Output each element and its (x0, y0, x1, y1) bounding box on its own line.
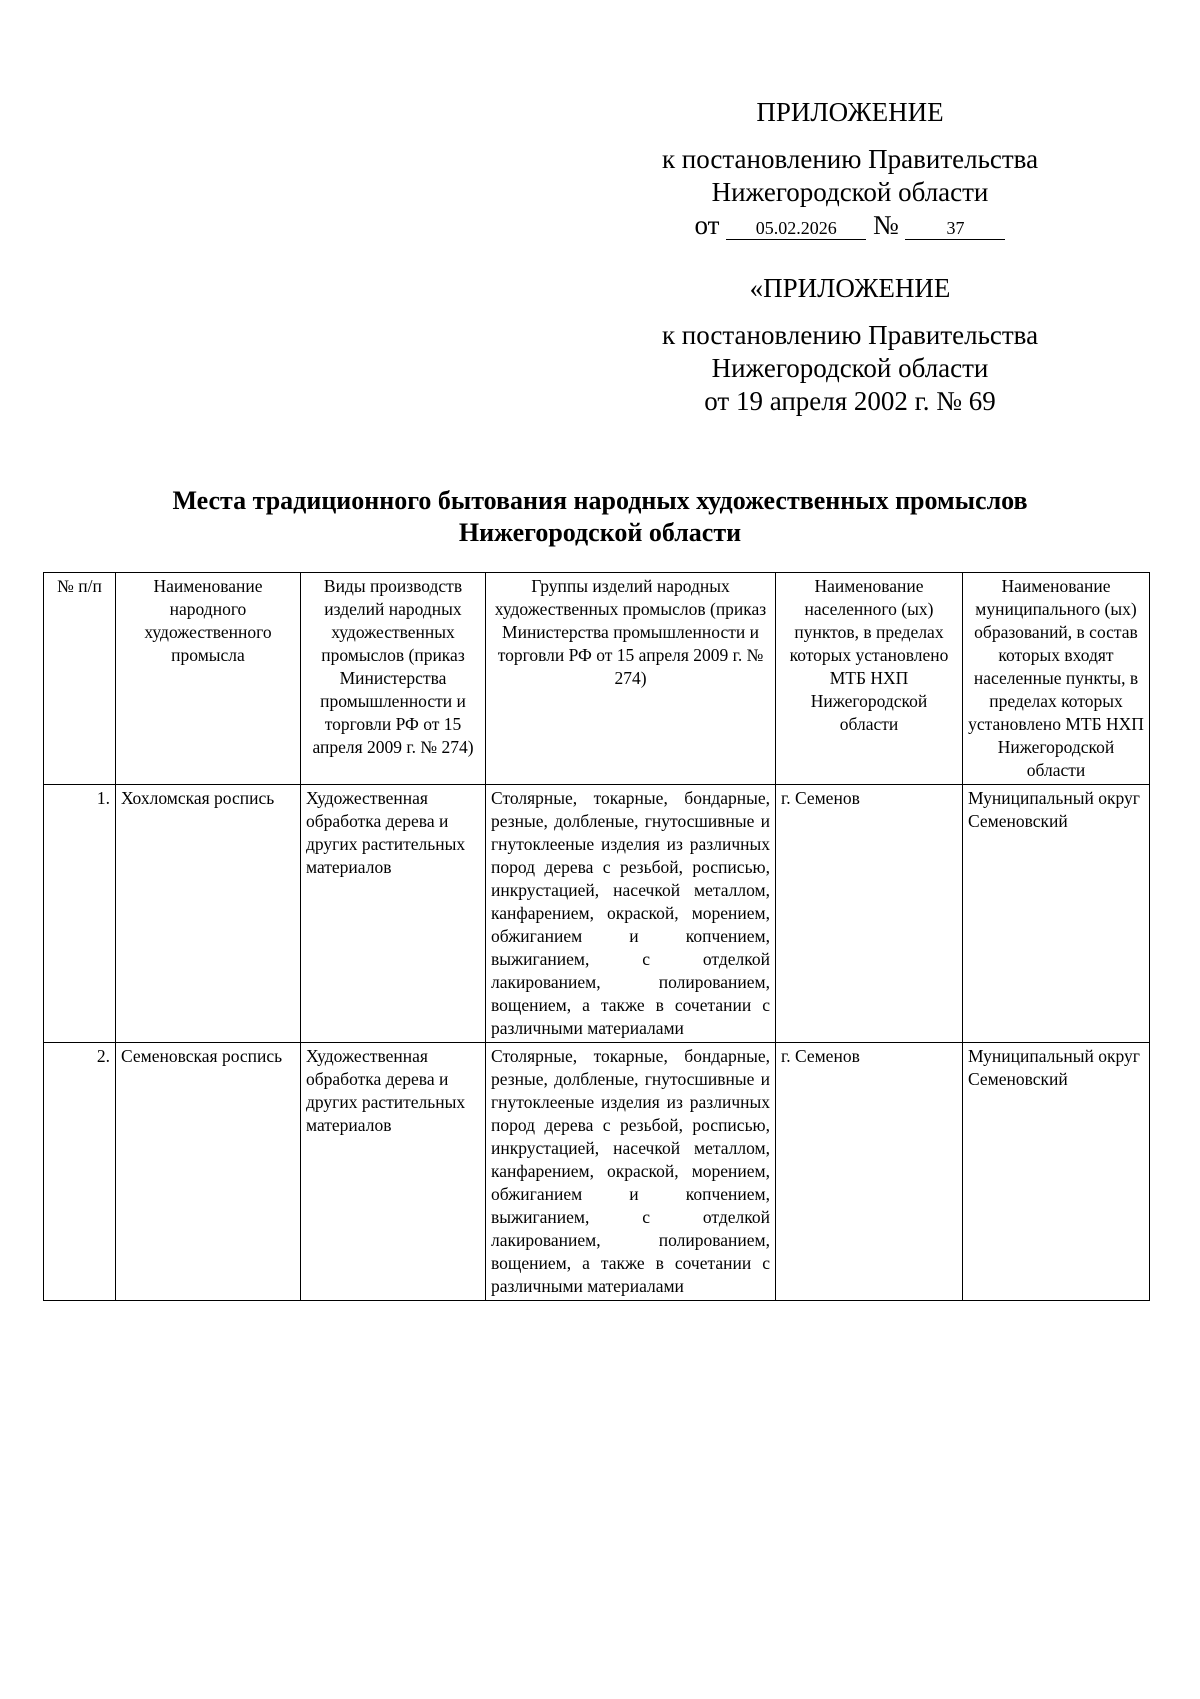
settlement: г. Семенов (776, 1043, 963, 1301)
product-groups: Столярные, токарные, бондарные, резные, долбленые, гнутосшивные и гнутоклееные изделия из различных пород дерева с резьбой, росписью, инкрустацией, насечкой металлом, канфарением, окраской, морением, обжиганием и копчением, выжиганием, с отделкой лакированием, полированием, вощением, а также в сочетании с различными материалами (486, 1043, 776, 1301)
appendix-line-1: к постановлению Правительства (661, 144, 1039, 174)
appendix-date-line (600, 209, 1100, 242)
document-title (40, 485, 1160, 549)
row-number: 2. (44, 1043, 116, 1301)
table-header-row (44, 573, 1150, 785)
appendix-line-2: Нижегородской области (711, 177, 989, 207)
settlement: г. Семенов (776, 785, 963, 1043)
original-appendix-title: «ПРИЛОЖЕНИЕ (749, 273, 951, 303)
original-appendix-header (600, 272, 1100, 418)
column-header-product-groups: Группы изделий народных художественных промыслов (приказ Министерства промышленности и торговли РФ от 15 апреля 2009 г. № 274) (486, 573, 776, 785)
column-header-settlement: Наименование населенного (ых) пунктов, в пределах которых установлено МТБ НХП Нижегородской области (776, 573, 963, 785)
table-row (44, 785, 1150, 1043)
from-prefix: от (694, 210, 720, 240)
original-appendix-line-2: Нижегородской области (711, 353, 989, 383)
municipality: Муниципальный округ Семеновский (963, 1043, 1150, 1301)
document-title-line-1: Места традиционного бытования народных художественных промыслов (172, 486, 1028, 515)
row-number: 1. (44, 785, 116, 1043)
craft-name: Хохломская роспись (116, 785, 301, 1043)
original-appendix-line-3: от 19 апреля 2002 г. № 69 (704, 386, 996, 416)
production-type: Художественная обработка дерева и других растительных материалов (301, 1043, 486, 1301)
column-header-craft-name: Наименование народного художественного промысла (116, 573, 301, 785)
date-field: 05.02.2026 (726, 217, 866, 240)
table-row (44, 1043, 1150, 1301)
appendix-title: ПРИЛОЖЕНИЕ (756, 97, 944, 127)
product-groups: Столярные, токарные, бондарные, резные, долбленые, гнутосшивные и гнутоклееные изделия из различных пород дерева с резьбой, росписью, инкрустацией, насечкой металлом, канфарением, окраской, морением, обжиганием и копчением, выжиганием, с отделкой лакированием, полированием, вощением, а также в сочетании с различными материалами (486, 785, 776, 1043)
column-header-production-type: Виды производств изделий народных художественных промыслов (приказ Министерства промышленности и торговли РФ от 15 апреля 2009 г. № 274) (301, 573, 486, 785)
appendix-header (600, 96, 1100, 242)
number-prefix: № (872, 210, 899, 240)
original-appendix-line-1: к постановлению Правительства (661, 320, 1039, 350)
craft-name: Семеновская роспись (116, 1043, 301, 1301)
crafts-table (43, 572, 1150, 1301)
column-header-number: № п/п (44, 573, 116, 785)
number-field: 37 (905, 217, 1005, 240)
document-title-line-2: Нижегородской области (458, 518, 742, 547)
column-header-municipality: Наименование муниципального (ых) образований, в состав которых входят населенные пункты, в пределах которых установлено МТБ НХП Нижегородской области (963, 573, 1150, 785)
production-type: Художественная обработка дерева и других растительных материалов (301, 785, 486, 1043)
municipality: Муниципальный округ Семеновский (963, 785, 1150, 1043)
